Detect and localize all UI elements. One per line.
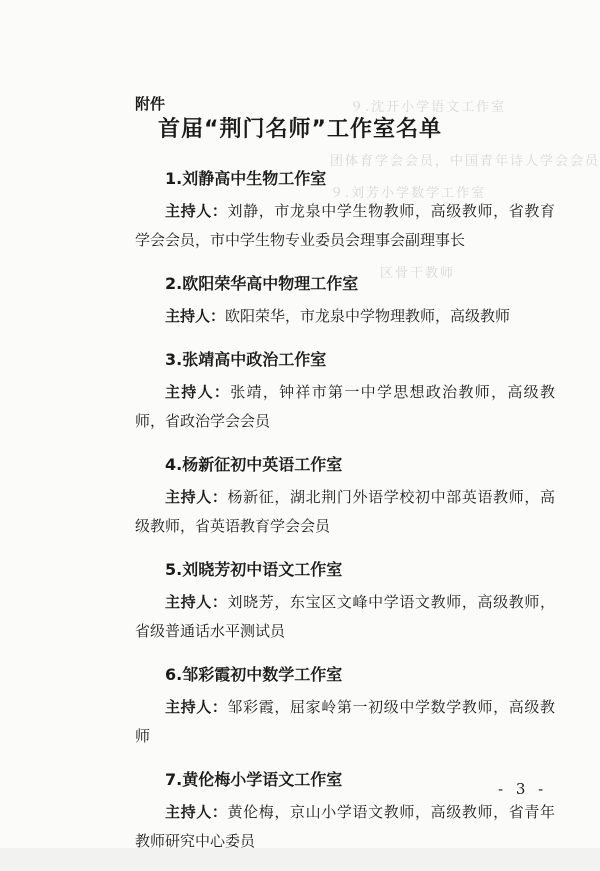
document-title: 首届“荆门名师”工作室名单 xyxy=(158,117,442,142)
show-through-text: 团体育学会会员，中国青年诗人学会会员 xyxy=(330,154,600,169)
host-label: 主持人： xyxy=(165,383,231,401)
studio-entry-7 xyxy=(135,766,555,856)
studio-heading: 4.杨新征初中英语工作室 xyxy=(165,455,343,474)
studio-host xyxy=(135,378,555,436)
host-description: 刘静，市龙泉中学生物教师，高级教师，省教育学会会员，市中学生物专业委员会理事会副理事长 xyxy=(135,202,555,249)
show-through-text: ９.刘芳小学数学工作室 xyxy=(330,186,487,201)
studio-heading: 2.欧阳荣华高中物理工作室 xyxy=(165,274,359,293)
host-description: 杨新征，湖北荆门外语学校初中部英语教师，高级教师，省英语教育学会会员 xyxy=(135,488,555,535)
studio-heading: 7.黄伦梅小学语文工作室 xyxy=(165,770,343,789)
show-through-text: 区骨干教师 xyxy=(380,266,456,281)
studio-heading: 1.刘静高中生物工作室 xyxy=(165,169,327,188)
studio-entry-5 xyxy=(135,556,555,646)
host-label: 主持人： xyxy=(165,488,228,506)
studio-host xyxy=(135,302,555,331)
host-description: 邹彩霞，屈家岭第一初级中学数学教师，高级教师 xyxy=(135,698,555,745)
studio-heading: 3.张靖高中政治工作室 xyxy=(165,350,327,369)
studio-entry-6 xyxy=(135,661,555,751)
studio-heading: 5.刘晓芳初中语文工作室 xyxy=(165,560,343,579)
host-description: 欧阳荣华，市龙泉中学物理教师，高级教师 xyxy=(225,307,511,325)
studio-host xyxy=(135,693,555,751)
studio-host xyxy=(135,798,555,856)
host-label: 主持人： xyxy=(165,202,228,220)
studio-entry-2 xyxy=(135,270,555,331)
host-label: 主持人： xyxy=(165,593,228,611)
studio-host xyxy=(135,197,555,255)
studio-entry-4 xyxy=(135,451,555,541)
host-description: 张靖，钟祥市第一中学思想政治教师，高级教师，省政治学会会员 xyxy=(135,383,555,430)
studio-entry-1 xyxy=(135,165,555,255)
host-description: 刘晓芳，东宝区文峰中学语文教师，高级教师，省级普通话水平测试员 xyxy=(135,593,555,640)
host-label: 主持人： xyxy=(165,698,228,716)
host-label: 主持人： xyxy=(165,803,228,821)
host-description: 黄伦梅，京山小学语文教师，高级教师，省青年教师研究中心委员 xyxy=(135,803,555,850)
studio-heading: 6.邹彩霞初中数学工作室 xyxy=(165,665,343,684)
studio-host xyxy=(135,483,555,541)
show-through-text: ９.沈开小学语文工作室 xyxy=(350,100,507,115)
studio-list xyxy=(135,165,555,871)
studio-host xyxy=(135,588,555,646)
annex-label: 附件 xyxy=(135,95,166,113)
page-number: - 3 - xyxy=(498,780,548,798)
host-label: 主持人： xyxy=(165,307,226,325)
studio-entry-3 xyxy=(135,346,555,436)
